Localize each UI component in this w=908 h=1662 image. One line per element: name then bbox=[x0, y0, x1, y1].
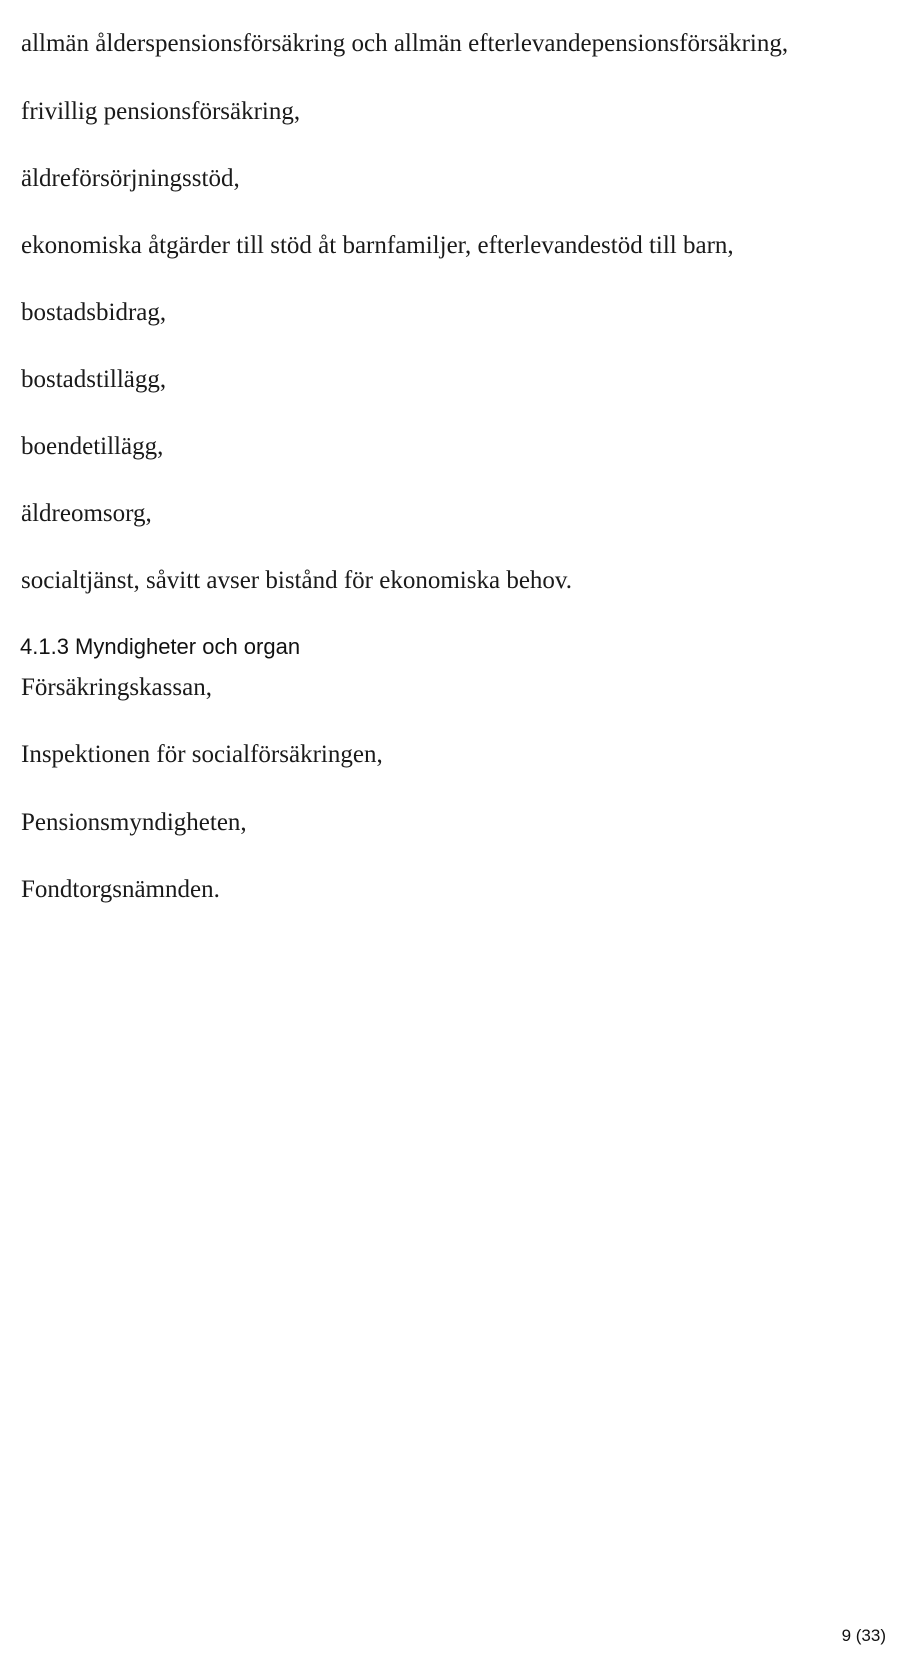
list-item: socialtjänst, såvitt avser bistånd för ekonomiska behov. bbox=[21, 567, 573, 594]
list-item: äldreomsorg, bbox=[21, 500, 152, 527]
list-item: boendetillägg, bbox=[21, 433, 164, 460]
list-item: bostadsbidrag, bbox=[21, 299, 167, 326]
agency-item: Fondtorgsnämnden. bbox=[21, 876, 220, 903]
section-heading: 4.1.3 Myndigheter och organ bbox=[20, 634, 301, 659]
list-item: allmän ålderspensionsförsäkring och allmän efterlevandepensionsförsäkring, bbox=[21, 30, 789, 57]
agency-item: Pensionsmyndigheten, bbox=[21, 809, 247, 836]
agency-item: Försäkringskassan, bbox=[21, 674, 212, 701]
list-item: frivillig pensionsförsäkring, bbox=[21, 98, 301, 125]
list-item: äldreförsörjningsstöd, bbox=[21, 165, 240, 192]
list-item: ekonomiska åtgärder till stöd åt barnfamiljer, efterlevandestöd till barn, bbox=[21, 232, 734, 259]
list-item: bostadstillägg, bbox=[21, 366, 167, 393]
page-number: 9 (33) bbox=[841, 1626, 886, 1645]
agency-item: Inspektionen för socialförsäkringen, bbox=[21, 741, 383, 768]
